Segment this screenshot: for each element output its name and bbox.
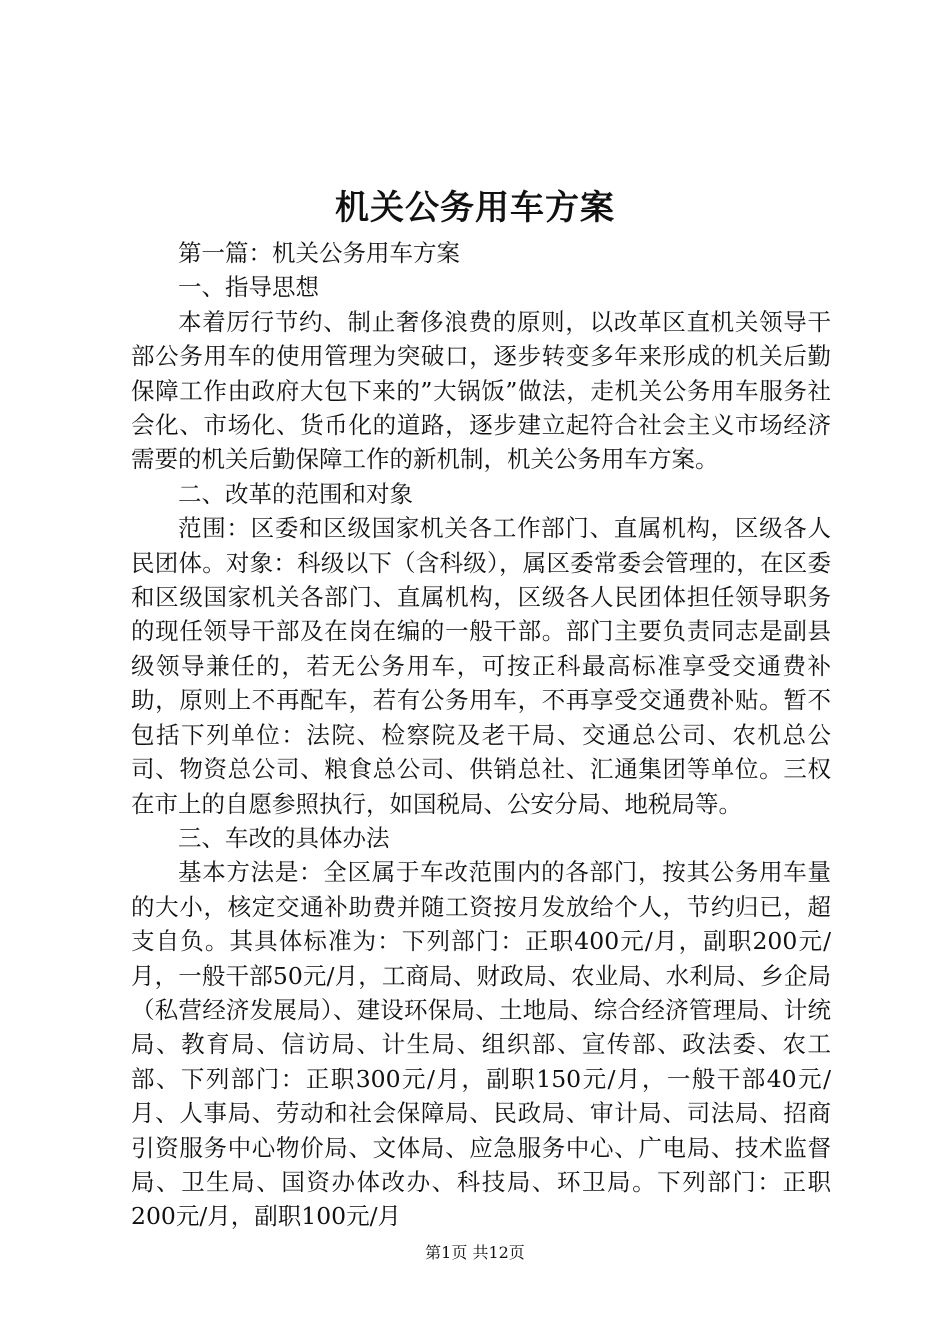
document-body [131, 236, 831, 1234]
document-title: 机关公务用车方案 [335, 188, 615, 228]
page-footer: 第1页 共12页 [425, 1243, 525, 1262]
section-heading-guiding-ideology: 一、指导思想 [178, 273, 319, 302]
section-heading-part-one: 第一篇：机关公务用车方案 [178, 239, 460, 267]
section-heading-methods: 三、车改的具体办法 [178, 823, 390, 852]
paragraph-guiding-ideology: 本着厉行节约、制止奢侈浪费的原则，以改革区直机关领导干部公务用车的使用管理为突破口，逐步转变多年来形成的机关后勤保障工作由政府大包下来的”大锅饭”做法，走机关公务用车服务社会化、市场化、货币化的道路，逐步建立起符合社会主义市场经济需要的机关后勤保障工作的新机制，机关公务用车方案。 [131, 307, 831, 474]
paragraph-scope: 范围：区委和区级国家机关各工作部门、直属机构，区级各人民团体。对象：科级以下（含科级），属区委常委会管理的，在区委和区级国家机关各部门、直属机构，区级各人民团体担任领导职务的现任领导干部及在岗在编的一般干部。部门主要负责同志是副县级领导兼任的，若无公务用车，可按正科最高标准享受交通费补助，原则上不再配车，若有公务用车，不再享受交通费补贴。暂不包括下列单位：法院、检察院及老干局、交通总公司、农机总公司、物资总公司、粮食总公司、供销总社、汇通集团等单位。三权在市上的自愿参照执行，如国税局、公安分局、地税局等。 [131, 514, 831, 818]
section-heading-scope: 二、改革的范围和对象 [178, 479, 413, 508]
paragraph-methods: 基本方法是：全区属于车改范围内的各部门，按其公务用车量的大小，核定交通补助费并随工资按月发放给个人，节约归已，超支自负。其具体标准为：下列部门：正职400元/月，副职200元/月，一般干部50元/月，工商局、财政局、农业局、水利局、乡企局（私营经济发展局）、建设环保局、土地局、综合经济管理局、计统局、教育局、信访局、计生局、组织部、宣传部、政法委、农工部、下列部门：正职300元/月，副职150元/月，一般干部40元/月、人事局、劳动和社会保障局、民政局、审计局、司法局、招商引资服务中心物价局、文体局、应急服务中心、广电局、技术监督局、卫生局、国资办体改办、科技局、环卫局。下列部门：正职200元/月，副职100元/月 [131, 858, 831, 1231]
